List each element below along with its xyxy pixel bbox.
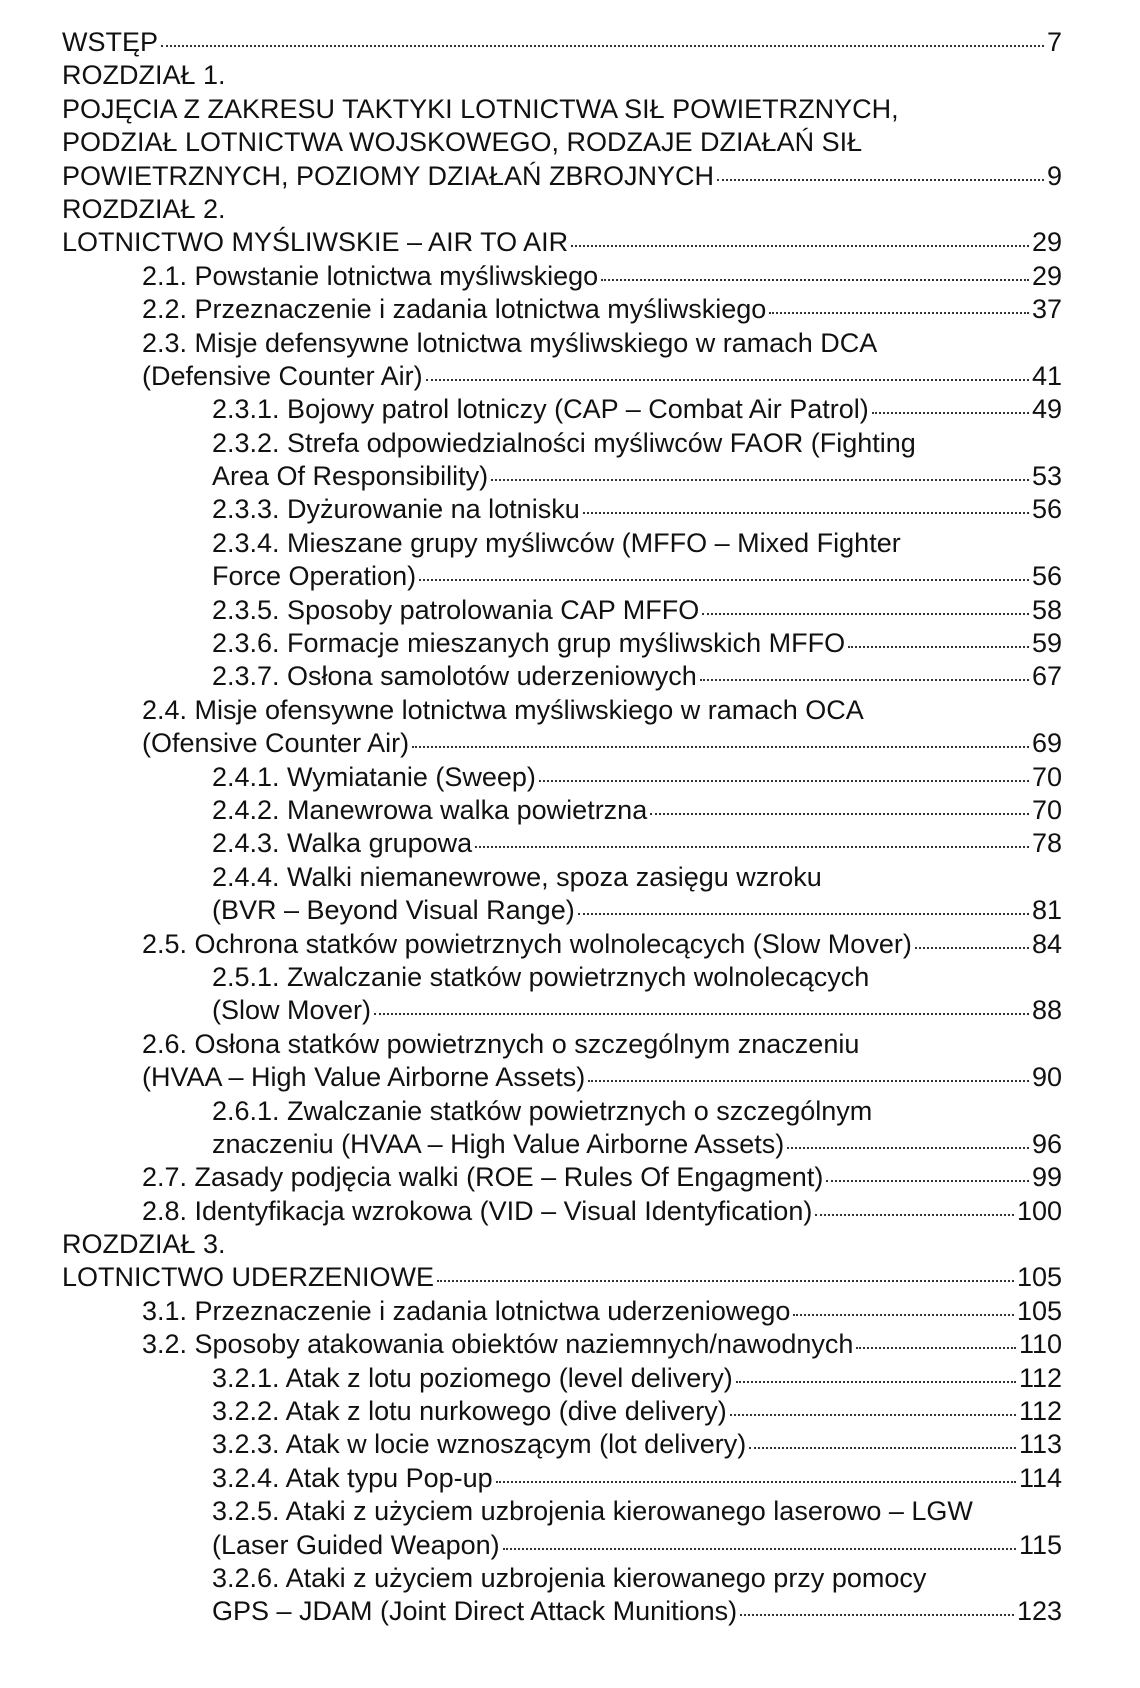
dot-leader — [475, 846, 1029, 848]
dot-leader — [583, 512, 1029, 514]
toc-page-number: 29 — [1031, 260, 1062, 291]
dot-leader — [503, 1548, 1016, 1550]
toc-entry — [62, 1128, 1062, 1161]
toc-entry — [62, 393, 1062, 426]
dot-leader — [848, 646, 1029, 648]
toc-entry-title: 3.2.5. Ataki z użyciem uzbrojenia kierowanego laserowo – LGW — [212, 1496, 973, 1527]
toc-entry-title: 3.2.1. Atak z lotu poziomego (level delivery) — [212, 1362, 733, 1393]
toc-entry — [62, 727, 1062, 760]
toc-entry-title: 2.3. Misje defensywne lotnictwa myśliwskiego w ramach DCA — [142, 327, 878, 358]
toc-entry-title: 2.5.1. Zwalczanie statków powietrznych wolnolecących — [212, 961, 870, 992]
toc-entry — [62, 26, 1062, 59]
toc-page-number: 99 — [1031, 1162, 1062, 1193]
toc-page-number: 115 — [1018, 1529, 1062, 1560]
dot-leader — [769, 312, 1029, 314]
toc-entry-title: 2.8. Identyfikacja wzrokowa (VID – Visual Identyfication) — [142, 1195, 813, 1226]
toc-entry-title: 2.1. Powstanie lotnictwa myśliwskiego — [142, 260, 599, 291]
dot-leader — [161, 45, 1044, 47]
toc-page-number: 69 — [1031, 728, 1062, 759]
toc-page-number: 105 — [1016, 1295, 1062, 1326]
toc-page-number: 58 — [1031, 594, 1062, 625]
toc-heading-line — [62, 427, 1062, 460]
toc-entry-title: 3.1. Przeznaczenie i zadania lotnictwa uderzeniowego — [142, 1295, 791, 1326]
toc-entry-title: POWIETRZNYCH, POZIOMY DZIAŁAŃ ZBROJNYCH — [62, 160, 715, 191]
dot-leader — [650, 813, 1029, 815]
toc-heading-line — [62, 1495, 1062, 1528]
toc-entry-title: 2.3.7. Osłona samolotów uderzeniowych — [212, 661, 697, 692]
toc-heading-line — [62, 694, 1062, 727]
dot-leader — [412, 746, 1029, 748]
toc-entry — [62, 928, 1062, 961]
toc-entry — [62, 160, 1062, 193]
toc-entry-title: 2.3.2. Strefa odpowiedzialności myśliwców FAOR (Fighting — [212, 427, 916, 458]
toc-entry — [62, 627, 1062, 660]
toc-entry-title: 3.2. Sposoby atakowania obiektów naziemnych/nawodnych — [142, 1329, 854, 1360]
toc-entry-title: 2.4.2. Manewrowa walka powietrzna — [212, 794, 648, 825]
toc-entry-title: LOTNICTWO UDERZENIOWE — [62, 1262, 434, 1293]
toc-entry-title: (Laser Guided Weapon) — [212, 1529, 500, 1560]
toc-page-number: 53 — [1031, 461, 1062, 492]
toc-entry — [62, 226, 1062, 259]
toc-page-number: 81 — [1031, 895, 1062, 926]
toc-entry-title: (Ofensive Counter Air) — [142, 728, 410, 759]
toc-entry-title: 2.6.1. Zwalczanie statków powietrznych o szczególnym — [212, 1095, 873, 1126]
toc-entry-title: 2.3.1. Bojowy patrol lotniczy (CAP – Combat Air Patrol) — [212, 394, 869, 425]
toc-heading-line — [62, 861, 1062, 894]
dot-leader — [437, 1280, 1014, 1282]
dot-leader — [815, 1214, 1014, 1216]
toc-entry — [62, 1195, 1062, 1228]
toc-entry-title: 2.3.6. Formacje mieszanych grup myśliwskich MFFO — [212, 628, 846, 659]
toc-entry-title: 2.7. Zasady podjęcia walki (ROE – Rules Of Engagment) — [142, 1162, 824, 1193]
toc-entry-title: 2.4.3. Walka grupowa — [212, 828, 473, 859]
toc-entry-title: 2.4.4. Walki niemanewrowe, spoza zasięgu wzroku — [212, 861, 822, 892]
toc-entry — [62, 1261, 1062, 1294]
toc-entry — [62, 761, 1062, 794]
table-of-contents — [62, 26, 1062, 1629]
toc-entry-title: 2.4. Misje ofensywne lotnictwa myśliwskiego w ramach OCA — [142, 694, 864, 725]
toc-entry-title: 2.5. Ochrona statków powietrznych wolnolecących (Slow Mover) — [142, 928, 912, 959]
toc-entry-title: ROZDZIAŁ 2. — [62, 193, 226, 224]
dot-leader — [787, 1147, 1029, 1149]
dot-leader — [730, 1414, 1016, 1416]
toc-page-number: 88 — [1031, 995, 1062, 1026]
dot-leader — [702, 613, 1029, 615]
toc-entry-title: 3.2.4. Atak typu Pop-up — [212, 1462, 493, 1493]
toc-entry — [62, 260, 1062, 293]
toc-entry — [62, 493, 1062, 526]
dot-leader — [872, 412, 1029, 414]
dot-leader — [740, 1614, 1014, 1616]
toc-entry — [62, 1362, 1062, 1395]
toc-page-number: 7 — [1046, 27, 1062, 57]
toc-page-number: 59 — [1031, 628, 1062, 659]
toc-entry — [62, 827, 1062, 860]
toc-entry — [62, 1595, 1062, 1628]
toc-entry-title: 3.2.3. Atak w locie wznoszącym (lot delivery) — [212, 1429, 747, 1460]
toc-entry — [62, 894, 1062, 927]
toc-entry — [62, 460, 1062, 493]
toc-entry-title: LOTNICTWO MYŚLIWSKIE – AIR TO AIR — [62, 227, 569, 258]
dot-leader — [826, 1180, 1029, 1182]
toc-entry — [62, 1161, 1062, 1194]
toc-entry-title: Force Operation) — [212, 561, 417, 592]
toc-entry-title: 2.4.1. Wymiatanie (Sweep) — [212, 761, 536, 792]
toc-page-number: 70 — [1031, 761, 1062, 792]
dot-leader — [856, 1347, 1016, 1349]
toc-entry — [62, 1061, 1062, 1094]
toc-entry-title: znaczeniu (HVAA – High Value Airborne Assets) — [212, 1128, 785, 1159]
dot-leader — [539, 780, 1029, 782]
toc-page-number: 78 — [1031, 828, 1062, 859]
toc-entry — [62, 660, 1062, 693]
toc-entry-title: POJĘCIA Z ZAKRESU TAKTYKI LOTNICTWA SIŁ POWIETRZNYCH, — [62, 93, 899, 124]
toc-entry-title: (Slow Mover) — [212, 995, 372, 1026]
toc-entry-title: 2.6. Osłona statków powietrznych o szczególnym znaczeniu — [142, 1028, 860, 1059]
toc-entry-title: 2.2. Przeznaczenie i zadania lotnictwa myśliwskiego — [142, 294, 767, 325]
toc-page-number: 112 — [1018, 1362, 1062, 1393]
toc-page-number: 100 — [1016, 1195, 1062, 1226]
toc-entry-title: 3.2.6. Ataki z użyciem uzbrojenia kierowanego przy pomocy — [212, 1562, 927, 1593]
toc-page-number: 96 — [1031, 1128, 1062, 1159]
dot-leader — [578, 913, 1029, 915]
toc-heading-line — [62, 193, 1062, 226]
toc-page-number: 84 — [1031, 928, 1062, 959]
toc-entry-title: (BVR – Beyond Visual Range) — [212, 895, 575, 926]
toc-entry — [62, 794, 1062, 827]
toc-heading-line — [62, 527, 1062, 560]
toc-page-number: 56 — [1031, 561, 1062, 592]
toc-page-number: 90 — [1031, 1062, 1062, 1093]
toc-entry-title: ROZDZIAŁ 1. — [62, 60, 226, 91]
dot-leader — [717, 179, 1044, 181]
toc-page-number: 114 — [1018, 1462, 1062, 1493]
dot-leader — [736, 1381, 1016, 1383]
toc-page-number: 67 — [1031, 661, 1062, 692]
toc-entry — [62, 1529, 1062, 1562]
toc-page-number: 56 — [1031, 494, 1062, 525]
toc-entry-title: 2.3.5. Sposoby patrolowania CAP MFFO — [212, 594, 700, 625]
dot-leader — [700, 679, 1029, 681]
toc-entry — [62, 994, 1062, 1027]
toc-page-number: 41 — [1031, 360, 1062, 391]
toc-entry — [62, 360, 1062, 393]
toc-page-number: 112 — [1018, 1396, 1062, 1427]
toc-heading-line — [62, 961, 1062, 994]
dot-leader — [496, 1481, 1016, 1483]
dot-leader — [491, 479, 1029, 481]
toc-entry-title: 2.3.3. Dyżurowanie na lotnisku — [212, 494, 580, 525]
toc-entry — [62, 1428, 1062, 1461]
dot-leader — [588, 1080, 1029, 1082]
toc-entry-title: Area Of Responsibility) — [212, 461, 489, 492]
toc-heading-line — [62, 126, 1062, 159]
toc-entry-title: ROZDZIAŁ 3. — [62, 1229, 226, 1260]
toc-heading-line — [62, 327, 1062, 360]
toc-page-number: 105 — [1016, 1262, 1062, 1293]
toc-heading-line — [62, 93, 1062, 126]
dot-leader — [601, 279, 1029, 281]
toc-entry — [62, 293, 1062, 326]
dot-leader — [915, 947, 1029, 949]
toc-entry-title: GPS – JDAM (Joint Direct Attack Munitions) — [212, 1596, 738, 1627]
toc-entry-title: 3.2.2. Atak z lotu nurkowego (dive delivery) — [212, 1396, 727, 1427]
toc-entry — [62, 1395, 1062, 1428]
dot-leader — [571, 245, 1029, 247]
toc-heading-line — [62, 59, 1062, 92]
toc-heading-line — [62, 1028, 1062, 1061]
toc-heading-line — [62, 1562, 1062, 1595]
toc-page-number: 113 — [1018, 1429, 1062, 1460]
toc-entry — [62, 560, 1062, 593]
toc-page-number: 110 — [1018, 1329, 1062, 1360]
toc-heading-line — [62, 1228, 1062, 1261]
toc-heading-line — [62, 1095, 1062, 1128]
dot-leader — [793, 1314, 1014, 1316]
toc-page-number: 123 — [1016, 1596, 1062, 1627]
toc-entry-title: PODZIAŁ LOTNICTWA WOJSKOWEGO, RODZAJE DZIAŁAŃ SIŁ — [62, 127, 863, 158]
dot-leader — [426, 379, 1029, 381]
toc-page-number: 9 — [1046, 160, 1062, 191]
toc-entry — [62, 594, 1062, 627]
toc-page-number: 37 — [1031, 294, 1062, 325]
dot-leader — [374, 1013, 1029, 1015]
toc-page-number: 70 — [1031, 794, 1062, 825]
toc-entry — [62, 1462, 1062, 1495]
toc-entry — [62, 1295, 1062, 1328]
toc-entry-title: (HVAA – High Value Airborne Assets) — [142, 1062, 586, 1093]
dot-leader — [749, 1447, 1016, 1449]
toc-entry-title: 2.3.4. Mieszane grupy myśliwców (MFFO – Mixed Fighter — [212, 527, 901, 558]
toc-entry-title: (Defensive Counter Air) — [142, 360, 423, 391]
toc-entry — [62, 1328, 1062, 1361]
toc-page-number: 49 — [1031, 394, 1062, 425]
toc-entry-title: WSTĘP — [62, 27, 159, 57]
dot-leader — [419, 579, 1029, 581]
toc-page-number: 29 — [1031, 227, 1062, 258]
